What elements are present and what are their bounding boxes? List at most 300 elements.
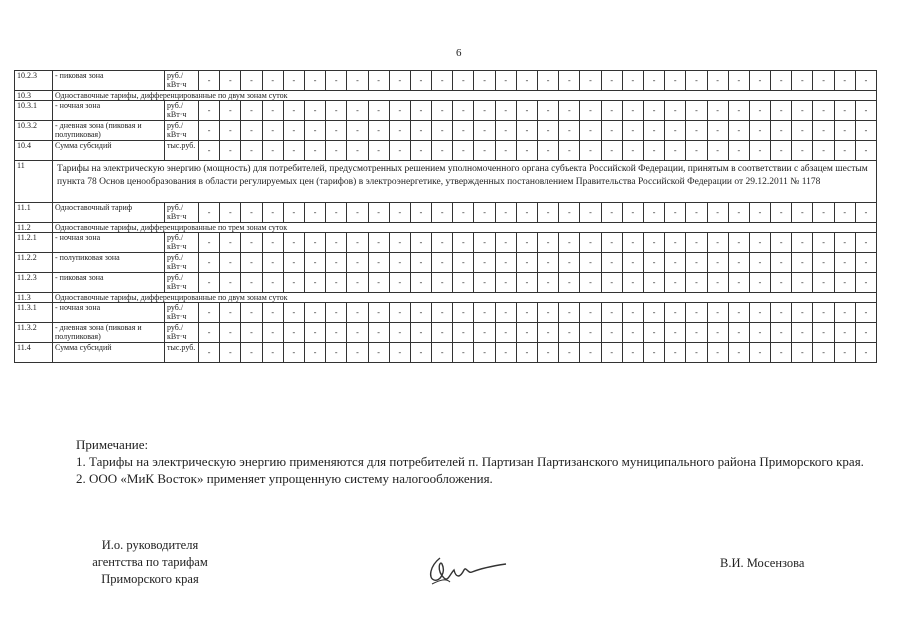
signatory-name: В.И. Мосензова (720, 556, 805, 570)
value-cell: - (304, 303, 325, 323)
value-cell: - (728, 203, 749, 223)
value-cell: - (622, 273, 643, 293)
value-cell: - (771, 121, 792, 141)
value-cell: - (262, 101, 283, 121)
value-cell: - (792, 233, 813, 253)
value-cell: - (516, 121, 537, 141)
row-unit: руб./кВт·ч (165, 71, 199, 91)
value-cell: - (199, 343, 220, 363)
value-cell: - (622, 121, 643, 141)
value-cell: - (347, 203, 368, 223)
value-cell: - (326, 141, 347, 161)
value-cell: - (495, 273, 516, 293)
value-cell: - (495, 71, 516, 91)
value-cell: - (622, 233, 643, 253)
note-item-1: 1. Тарифы на электрическую энергию применяются для потребителей п. Партизан Партизанского муниципального района Приморского края. (76, 454, 864, 469)
value-cell: - (474, 141, 495, 161)
value-cell: - (580, 273, 601, 293)
value-cell: - (283, 203, 304, 223)
value-cell: - (516, 323, 537, 343)
row-number: 11.3.1 (15, 303, 53, 323)
value-cell: - (834, 323, 855, 343)
value-cell: - (707, 203, 728, 223)
value-cell: - (495, 101, 516, 121)
value-cell: - (707, 71, 728, 91)
value-cell: - (347, 273, 368, 293)
value-cell: - (432, 141, 453, 161)
value-cell: - (326, 343, 347, 363)
value-cell: - (834, 141, 855, 161)
value-cell: - (622, 203, 643, 223)
value-cell: - (665, 253, 686, 273)
value-cell: - (495, 343, 516, 363)
value-cell: - (241, 303, 262, 323)
value-cell: - (199, 323, 220, 343)
value-cell: - (410, 273, 431, 293)
value-cell: - (368, 101, 389, 121)
value-cell: - (601, 233, 622, 253)
value-cell: - (453, 303, 474, 323)
value-cell: - (326, 273, 347, 293)
value-cell: - (432, 101, 453, 121)
value-cell: - (220, 273, 241, 293)
value-cell: - (834, 203, 855, 223)
value-cell: - (686, 71, 707, 91)
value-cell: - (389, 203, 410, 223)
value-cell: - (686, 343, 707, 363)
value-cell: - (580, 233, 601, 253)
value-cell: - (622, 141, 643, 161)
value-cell: - (855, 121, 876, 141)
value-cell: - (622, 323, 643, 343)
value-cell: - (262, 233, 283, 253)
value-cell: - (326, 121, 347, 141)
value-cell: - (855, 233, 876, 253)
value-cell: - (538, 343, 559, 363)
table-row (15, 293, 877, 303)
value-cell: - (241, 101, 262, 121)
value-cell: - (771, 303, 792, 323)
value-cell: - (559, 101, 580, 121)
table-row (15, 121, 877, 141)
value-cell: - (474, 121, 495, 141)
row-unit: руб./кВт·ч (165, 203, 199, 223)
value-cell: - (580, 253, 601, 273)
value-cell: - (728, 273, 749, 293)
value-cell: - (792, 253, 813, 273)
value-cell: - (643, 343, 664, 363)
value-cell: - (643, 71, 664, 91)
value-cell: - (665, 203, 686, 223)
value-cell: - (220, 121, 241, 141)
subsection-heading: Одноставочные тарифы, дифференцированные по трем зонам суток (53, 223, 877, 233)
table-row (15, 141, 877, 161)
value-cell: - (728, 141, 749, 161)
value-cell: - (749, 121, 770, 141)
value-cell: - (643, 303, 664, 323)
value-cell: - (813, 71, 834, 91)
value-cell: - (686, 141, 707, 161)
value-cell: - (559, 141, 580, 161)
table-row (15, 161, 877, 203)
table-row (15, 253, 877, 273)
value-cell: - (410, 343, 431, 363)
value-cell: - (220, 253, 241, 273)
value-cell: - (538, 71, 559, 91)
value-cell: - (622, 343, 643, 363)
value-cell: - (389, 303, 410, 323)
value-cell: - (749, 141, 770, 161)
value-cell: - (199, 233, 220, 253)
value-cell: - (538, 203, 559, 223)
table-row (15, 303, 877, 323)
value-cell: - (601, 141, 622, 161)
value-cell: - (834, 101, 855, 121)
value-cell: - (220, 343, 241, 363)
value-cell: - (538, 253, 559, 273)
row-number: 11.3.2 (15, 323, 53, 343)
value-cell: - (707, 343, 728, 363)
value-cell: - (813, 253, 834, 273)
table-row (15, 223, 877, 233)
value-cell: - (453, 203, 474, 223)
value-cell: - (813, 343, 834, 363)
value-cell: - (495, 233, 516, 253)
value-cell: - (601, 71, 622, 91)
value-cell: - (728, 323, 749, 343)
value-cell: - (707, 141, 728, 161)
value-cell: - (453, 121, 474, 141)
value-cell: - (220, 323, 241, 343)
value-cell: - (368, 71, 389, 91)
value-cell: - (410, 101, 431, 121)
value-cell: - (792, 323, 813, 343)
value-cell: - (749, 273, 770, 293)
value-cell: - (559, 121, 580, 141)
value-cell: - (368, 203, 389, 223)
row-name: Одноставочный тариф (53, 203, 165, 223)
value-cell: - (410, 71, 431, 91)
value-cell: - (643, 323, 664, 343)
row-number: 10.2.3 (15, 71, 53, 91)
value-cell: - (559, 303, 580, 323)
value-cell: - (580, 121, 601, 141)
value-cell: - (622, 101, 643, 121)
value-cell: - (410, 203, 431, 223)
value-cell: - (643, 233, 664, 253)
value-cell: - (283, 233, 304, 253)
value-cell: - (241, 343, 262, 363)
value-cell: - (622, 71, 643, 91)
value-cell: - (199, 121, 220, 141)
value-cell: - (432, 71, 453, 91)
value-cell: - (199, 303, 220, 323)
value-cell: - (749, 203, 770, 223)
table-row (15, 203, 877, 223)
value-cell: - (241, 71, 262, 91)
value-cell: - (813, 323, 834, 343)
value-cell: - (495, 141, 516, 161)
value-cell: - (559, 233, 580, 253)
note-item-2: 2. ООО «МиК Восток» применяет упрощенную систему налогообложения. (76, 471, 493, 486)
value-cell: - (855, 303, 876, 323)
value-cell: - (241, 323, 262, 343)
value-cell: - (262, 343, 283, 363)
value-cell: - (707, 233, 728, 253)
value-cell: - (283, 253, 304, 273)
value-cell: - (792, 203, 813, 223)
value-cell: - (643, 273, 664, 293)
value-cell: - (855, 101, 876, 121)
note-block (76, 436, 866, 487)
value-cell: - (538, 141, 559, 161)
value-cell: - (495, 323, 516, 343)
signatory-title (60, 537, 240, 588)
row-name: - ночная зона (53, 233, 165, 253)
value-cell: - (241, 273, 262, 293)
signatory-line-3: Приморского края (101, 572, 199, 586)
value-cell: - (347, 121, 368, 141)
value-cell: - (474, 203, 495, 223)
value-cell: - (304, 121, 325, 141)
value-cell: - (601, 121, 622, 141)
row-name: - ночная зона (53, 101, 165, 121)
note-title: Примечание: (76, 437, 149, 452)
value-cell: - (220, 141, 241, 161)
value-cell: - (283, 141, 304, 161)
value-cell: - (262, 141, 283, 161)
value-cell: - (834, 343, 855, 363)
table-row (15, 71, 877, 91)
value-cell: - (495, 253, 516, 273)
value-cell: - (326, 101, 347, 121)
value-cell: - (516, 253, 537, 273)
row-number: 10.3.1 (15, 101, 53, 121)
value-cell: - (389, 141, 410, 161)
table-row (15, 91, 877, 101)
value-cell: - (453, 273, 474, 293)
table-row (15, 233, 877, 253)
value-cell: - (453, 71, 474, 91)
value-cell: - (686, 101, 707, 121)
value-cell: - (326, 203, 347, 223)
value-cell: - (516, 303, 537, 323)
value-cell: - (368, 303, 389, 323)
value-cell: - (495, 203, 516, 223)
value-cell: - (220, 71, 241, 91)
value-cell: - (771, 101, 792, 121)
value-cell: - (559, 253, 580, 273)
value-cell: - (283, 71, 304, 91)
row-unit: руб./кВт·ч (165, 273, 199, 293)
row-unit: тыс.руб. (165, 141, 199, 161)
value-cell: - (813, 101, 834, 121)
value-cell: - (474, 323, 495, 343)
value-cell: - (304, 233, 325, 253)
value-cell: - (665, 141, 686, 161)
value-cell: - (728, 233, 749, 253)
value-cell: - (834, 273, 855, 293)
value-cell: - (707, 253, 728, 273)
value-cell: - (410, 323, 431, 343)
value-cell: - (368, 233, 389, 253)
value-cell: - (771, 71, 792, 91)
value-cell: - (665, 101, 686, 121)
value-cell: - (304, 141, 325, 161)
value-cell: - (516, 141, 537, 161)
value-cell: - (771, 233, 792, 253)
value-cell: - (453, 101, 474, 121)
value-cell: - (410, 303, 431, 323)
value-cell: - (410, 233, 431, 253)
value-cell: - (538, 273, 559, 293)
value-cell: - (474, 343, 495, 363)
value-cell: - (792, 343, 813, 363)
value-cell: - (199, 253, 220, 273)
value-cell: - (538, 121, 559, 141)
table-row (15, 323, 877, 343)
page-number: 6 (456, 47, 462, 59)
value-cell: - (516, 233, 537, 253)
value-cell: - (771, 273, 792, 293)
row-number: 11.2.1 (15, 233, 53, 253)
value-cell: - (538, 303, 559, 323)
signatory-line-1: И.о. руководителя (101, 538, 199, 552)
value-cell: - (304, 71, 325, 91)
row-unit: руб./кВт·ч (165, 121, 199, 141)
value-cell: - (665, 343, 686, 363)
value-cell: - (686, 121, 707, 141)
value-cell: - (559, 323, 580, 343)
value-cell: - (241, 121, 262, 141)
value-cell: - (347, 101, 368, 121)
row-name: - дневная зона (пиковая и полупиковая) (53, 323, 165, 343)
value-cell: - (792, 121, 813, 141)
value-cell: - (707, 101, 728, 121)
value-cell: - (834, 303, 855, 323)
value-cell: - (220, 233, 241, 253)
row-number: 11 (15, 161, 53, 203)
value-cell: - (855, 323, 876, 343)
value-cell: - (516, 273, 537, 293)
value-cell: - (368, 121, 389, 141)
row-name: - дневная зона (пиковая и полупиковая) (53, 121, 165, 141)
value-cell: - (326, 323, 347, 343)
value-cell: - (453, 253, 474, 273)
value-cell: - (326, 303, 347, 323)
value-cell: - (283, 273, 304, 293)
value-cell: - (813, 273, 834, 293)
table-row (15, 273, 877, 293)
row-name: - пиковая зона (53, 71, 165, 91)
value-cell: - (474, 273, 495, 293)
value-cell: - (220, 303, 241, 323)
row-name: Сумма субсидий (53, 141, 165, 161)
value-cell: - (749, 343, 770, 363)
value-cell: - (728, 71, 749, 91)
value-cell: - (326, 233, 347, 253)
value-cell: - (432, 303, 453, 323)
value-cell: - (813, 233, 834, 253)
value-cell: - (347, 71, 368, 91)
value-cell: - (771, 343, 792, 363)
value-cell: - (262, 323, 283, 343)
value-cell: - (262, 121, 283, 141)
row-number: 10.4 (15, 141, 53, 161)
row-unit: руб./кВт·ч (165, 101, 199, 121)
value-cell: - (220, 101, 241, 121)
value-cell: - (601, 101, 622, 121)
value-cell: - (538, 101, 559, 121)
value-cell: - (771, 203, 792, 223)
value-cell: - (601, 203, 622, 223)
value-cell: - (347, 141, 368, 161)
value-cell: - (771, 253, 792, 273)
row-number: 11.2.2 (15, 253, 53, 273)
value-cell: - (474, 303, 495, 323)
value-cell: - (432, 121, 453, 141)
value-cell: - (855, 273, 876, 293)
value-cell: - (834, 121, 855, 141)
value-cell: - (665, 233, 686, 253)
value-cell: - (389, 101, 410, 121)
value-cell: - (432, 203, 453, 223)
row-number: 10.3 (15, 91, 53, 101)
value-cell: - (304, 101, 325, 121)
value-cell: - (368, 141, 389, 161)
value-cell: - (389, 273, 410, 293)
value-cell: - (453, 343, 474, 363)
value-cell: - (707, 303, 728, 323)
value-cell: - (580, 141, 601, 161)
value-cell: - (813, 141, 834, 161)
value-cell: - (855, 203, 876, 223)
value-cell: - (368, 343, 389, 363)
value-cell: - (601, 303, 622, 323)
row-unit: руб./кВт·ч (165, 233, 199, 253)
value-cell: - (347, 233, 368, 253)
value-cell: - (707, 273, 728, 293)
value-cell: - (813, 121, 834, 141)
signatory-line-2: агентства по тарифам (92, 555, 208, 569)
value-cell: - (410, 253, 431, 273)
value-cell: - (559, 203, 580, 223)
value-cell: - (559, 343, 580, 363)
value-cell: - (855, 141, 876, 161)
value-cell: - (432, 253, 453, 273)
value-cell: - (283, 323, 304, 343)
value-cell: - (580, 303, 601, 323)
value-cell: - (665, 323, 686, 343)
value-cell: - (516, 343, 537, 363)
value-cell: - (410, 141, 431, 161)
row-name: - ночная зона (53, 303, 165, 323)
value-cell: - (728, 303, 749, 323)
value-cell: - (283, 343, 304, 363)
value-cell: - (199, 141, 220, 161)
value-cell: - (241, 253, 262, 273)
section-heading: Тарифы на электрическую энергию (мощность) для потребителей, предусмотренных решением уполномоченного органа субъекта Российской Федерации, принятым в соответствии с абзацем шестым пункта 78 Основ ценообразования в области регулируемых цен (тарифов) в электроэнергетике, утвержденных постановлением Правительства Российской Федерации от 29.12.2011 № 1178 (53, 161, 877, 203)
value-cell: - (347, 343, 368, 363)
row-name: - полупиковая зона (53, 253, 165, 273)
value-cell: - (686, 233, 707, 253)
row-unit: тыс.руб. (165, 343, 199, 363)
value-cell: - (474, 253, 495, 273)
value-cell: - (749, 71, 770, 91)
value-cell: - (347, 303, 368, 323)
value-cell: - (643, 203, 664, 223)
value-cell: - (241, 203, 262, 223)
